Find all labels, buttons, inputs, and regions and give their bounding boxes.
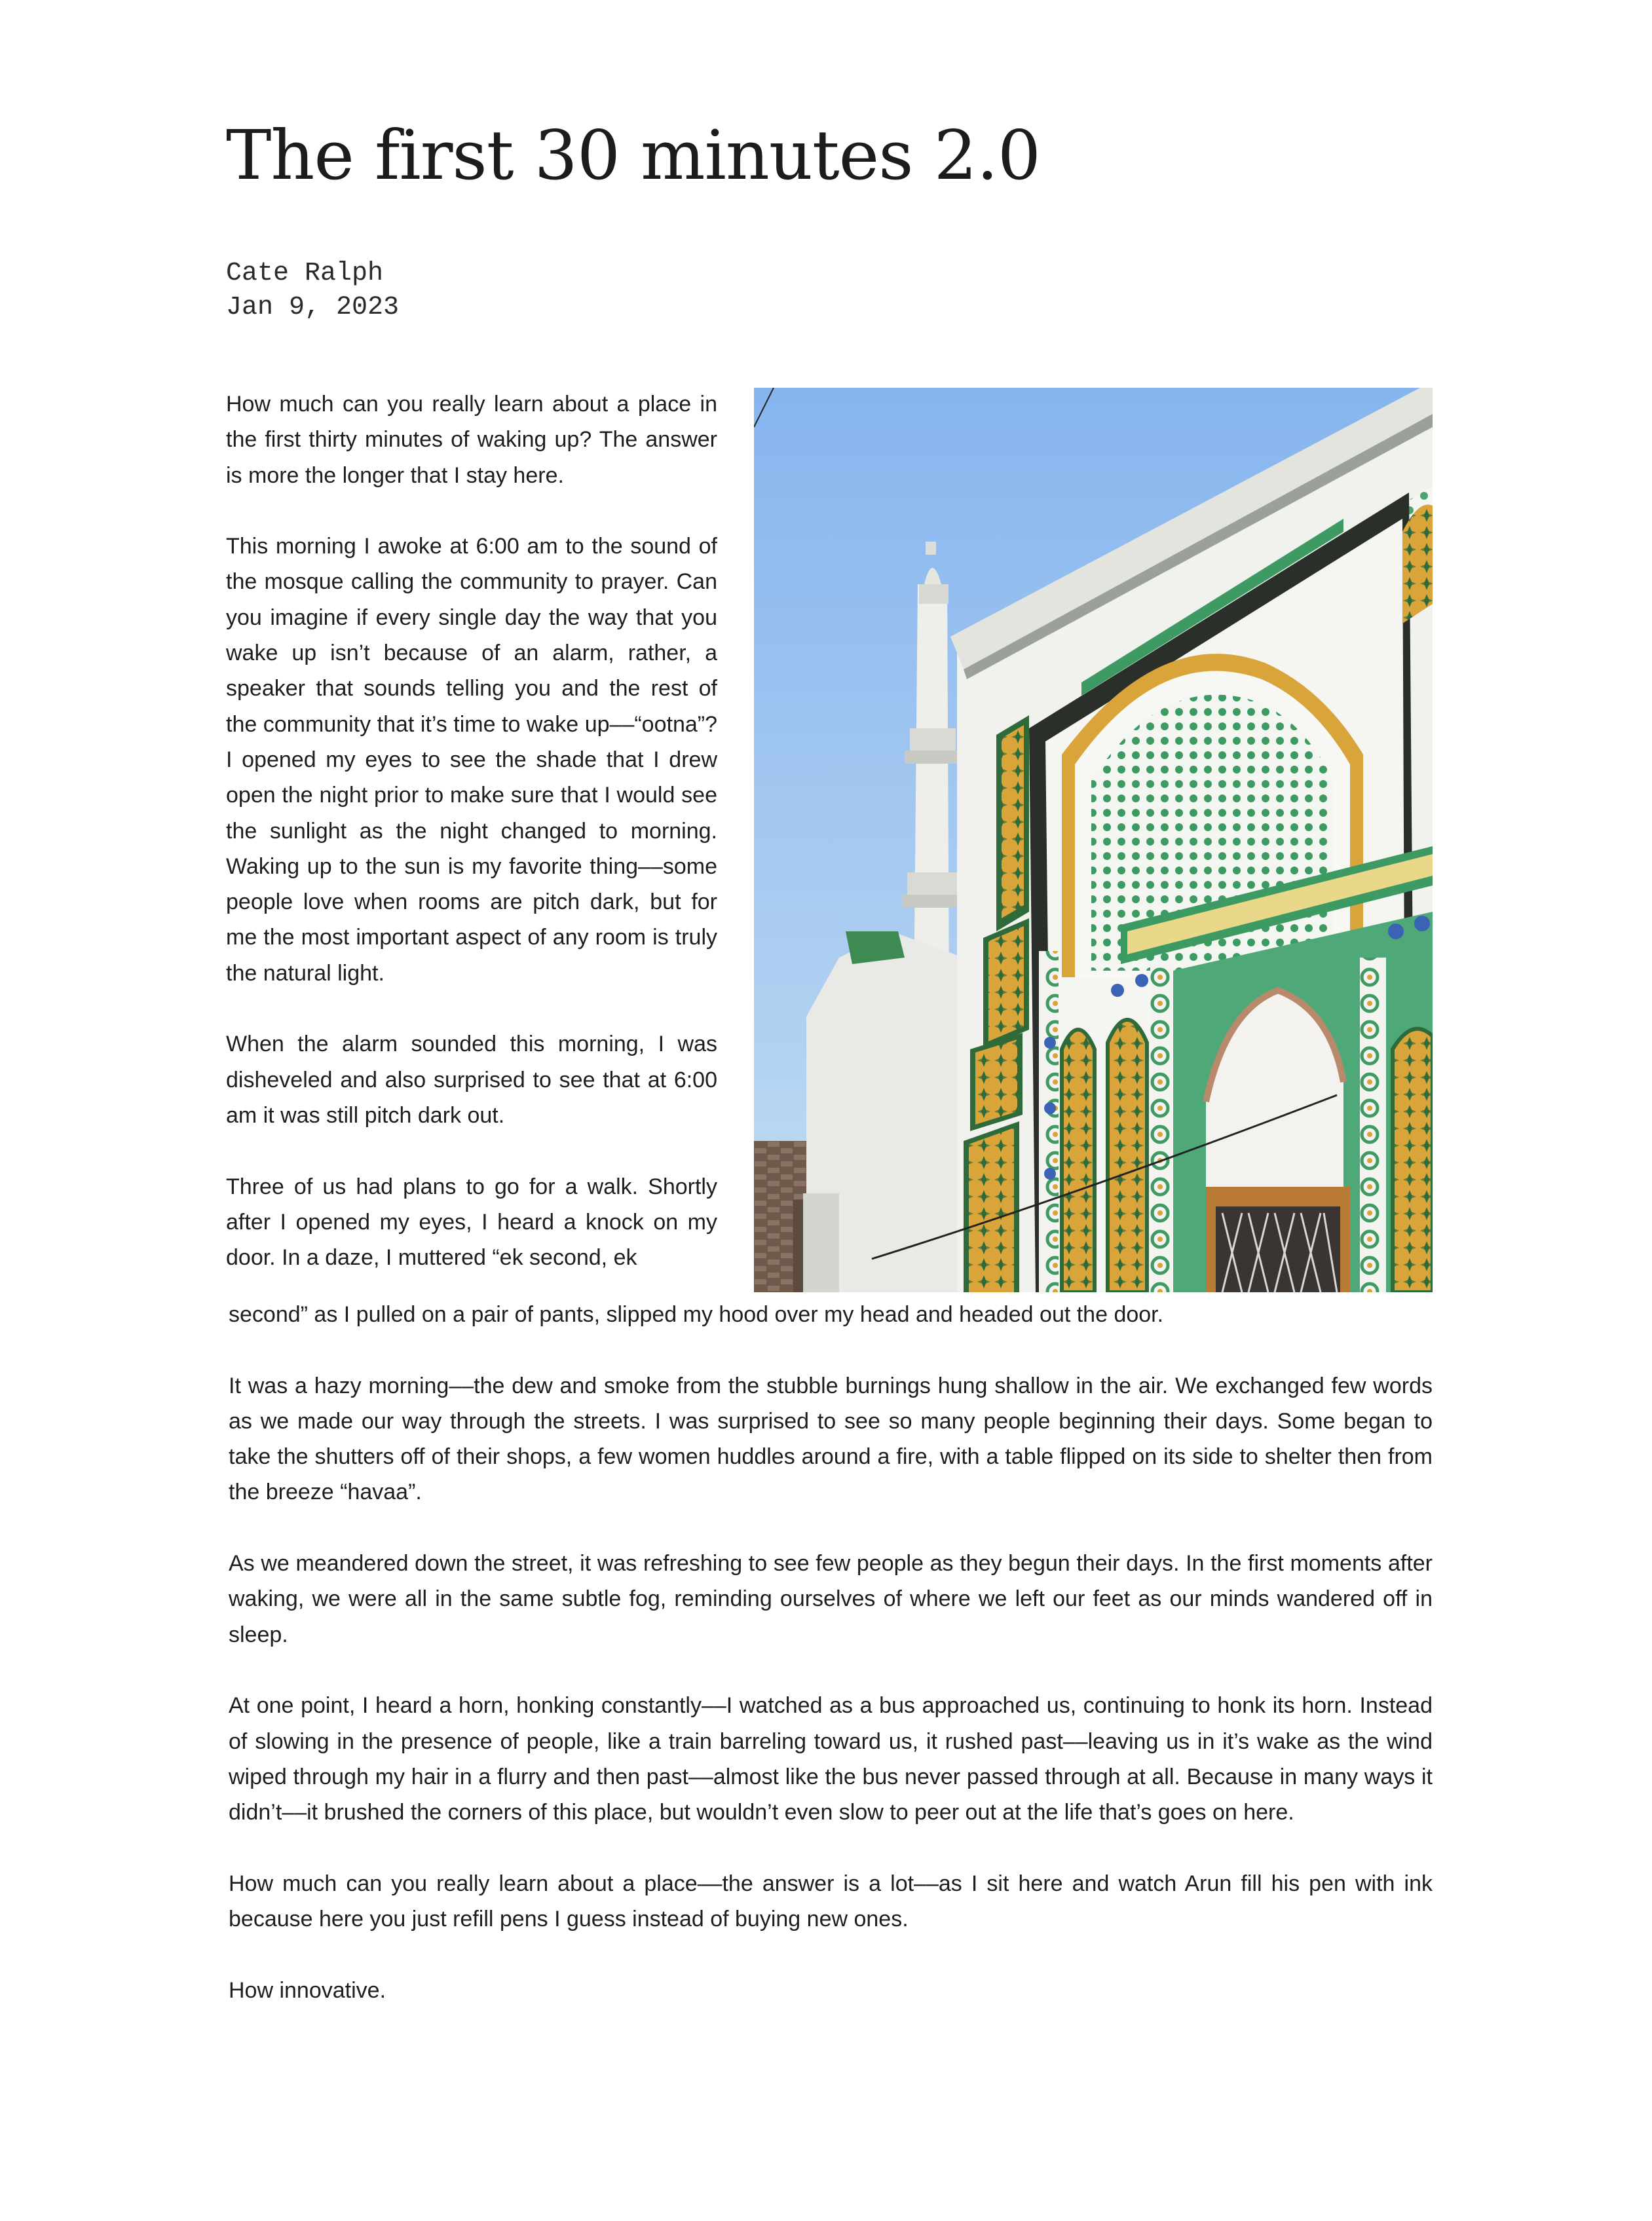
article	[226, 0, 1431, 2221]
paragraph: How much can you really learn about a place––the answer is a lot––as I sit here and watch Arun fill his pen with ink because here you just refill pens I guess instead of buying new ones.	[229, 1871, 1433, 1932]
paragraph: At one point, I heard a horn, honking constantly––I watched as a bus approached us, continuing to honk its horn. Instead of slowing in the presence of people, like a train barreling toward us, it rushed past––leaving us in it’s wake as the wind wiped through my hair in a flurry and then past––almost like the bus never passed through at all. Because in many ways it didn’t––it brushed the corners of this place, but wouldn’t even slow to peer out at the life that’s goes on here.	[229, 1693, 1433, 1825]
mosque-illustration	[754, 388, 1433, 1292]
page-title: The first 30 minutes 2.0	[226, 115, 1041, 195]
mosque-photo	[754, 388, 1433, 1292]
paragraph: This morning I awoke at 6:00 am to the sound of the mosque calling the community to prayer. Can you imagine if every single day the way that you wake up isn’t because of an alarm, rather, a speaker that sounds telling you and the rest of the community that it’s time to wake up––“ootna”? I opened my eyes to see the shade that I drew open the night prior to make sure that I would see the sunlight as the night changed to morning. Waking up to the sun is my favorite thing––some people love when rooms are pitch dark, but for me the most important aspect of any room is truly the natural light.	[226, 534, 717, 986]
paragraph: When the alarm sounded this morning, I was disheveled and also surprised to see that at 6:00 am it was still pitch dark out.	[226, 1032, 717, 1128]
paragraph: Three of us had plans to go for a walk. Shortly after I opened my eyes, I heard a knock on my door. In a daze, I muttered “ek second, ek	[226, 1174, 717, 1271]
intro-column	[226, 386, 717, 1275]
author-name: Cate Ralph	[226, 259, 384, 288]
continued-body	[229, 1297, 1433, 2044]
publish-date: Jan 9, 2023	[226, 293, 400, 322]
paragraph: second” as I pulled on a pair of pants, slipped my hood over my head and headed out the door.	[229, 1302, 1164, 1327]
byline	[226, 257, 399, 325]
paragraph: It was a hazy morning––the dew and smoke from the stubble burnings hung shallow in the air. We exchanged few words as we made our way through the streets. I was surprised to see so many people beginning their days. Some began to take the shutters off of their shops, a few women huddles around a fire, with a table flipped on its side to shelter then from the breeze “havaa”.	[229, 1373, 1433, 1505]
paragraph: How innovative.	[229, 1977, 386, 2003]
paragraph: As we meandered down the street, it was refreshing to see few people as they begun their days. In the first moments after waking, we were all in the same subtle fog, reminding ourselves of where we left our feet as our minds wandered off in sleep.	[229, 1551, 1433, 1647]
paragraph: How much can you really learn about a place in the first thirty minutes of waking up? The answer is more the longer that I stay here.	[226, 392, 717, 488]
